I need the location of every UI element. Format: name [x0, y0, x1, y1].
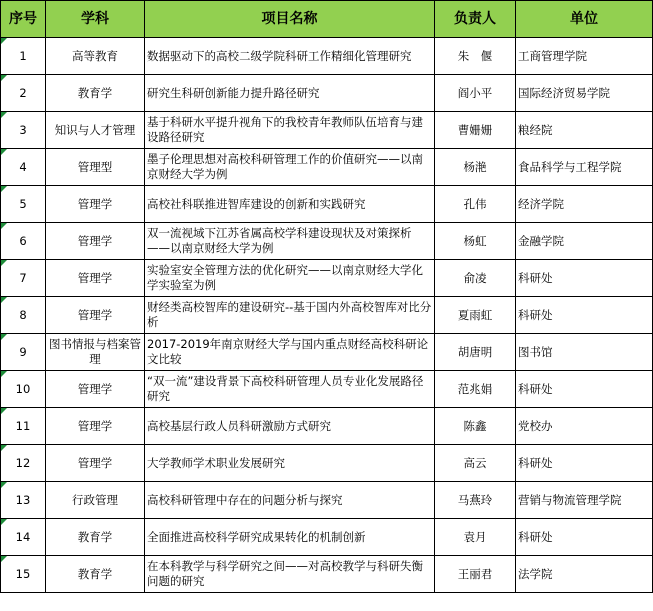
cell-subject: 管理学 — [46, 445, 145, 482]
header-subject: 学科 — [46, 1, 145, 38]
cell-unit: 经济学院 — [516, 186, 653, 223]
cell-project: 2017-2019年南京财经大学与国内重点财经高校科研论文比较 — [145, 334, 435, 371]
header-no: 序号 — [1, 1, 46, 38]
cell-leader: 阎小平 — [435, 75, 516, 112]
cell-subject: 行政管理 — [46, 482, 145, 519]
cell-subject: 教育学 — [46, 519, 145, 556]
table-row — [1, 260, 653, 297]
cell-unit: 粮经院 — [516, 112, 653, 149]
cell-no: 15 — [1, 556, 46, 593]
cell-project: 数据驱动下的高校二级学院科研工作精细化管理研究 — [145, 38, 435, 75]
cell-unit: 科研处 — [516, 297, 653, 334]
cell-unit: 科研处 — [516, 371, 653, 408]
cell-unit: 营销与物流管理学院 — [516, 482, 653, 519]
cell-no: 2 — [1, 75, 46, 112]
cell-unit: 食品科学与工程学院 — [516, 149, 653, 186]
table-row — [1, 297, 653, 334]
cell-project: 研究生科研创新能力提升路径研究 — [145, 75, 435, 112]
cell-unit: 工商管理学院 — [516, 38, 653, 75]
cell-leader: 范兆娟 — [435, 371, 516, 408]
cell-no: 6 — [1, 223, 46, 260]
cell-no: 12 — [1, 445, 46, 482]
cell-leader: 朱 偃 — [435, 38, 516, 75]
cell-unit: 科研处 — [516, 260, 653, 297]
table-row — [1, 112, 653, 149]
cell-subject: 管理学 — [46, 371, 145, 408]
cell-unit: 金融学院 — [516, 223, 653, 260]
cell-no: 7 — [1, 260, 46, 297]
cell-no: 4 — [1, 149, 46, 186]
table-header — [1, 1, 653, 38]
cell-no: 11 — [1, 408, 46, 445]
cell-no: 10 — [1, 371, 46, 408]
cell-leader: 俞凌 — [435, 260, 516, 297]
table-row — [1, 371, 653, 408]
cell-leader: 袁月 — [435, 519, 516, 556]
cell-subject: 管理学 — [46, 223, 145, 260]
cell-project: 高校基层行政人员科研激励方式研究 — [145, 408, 435, 445]
header-row — [1, 1, 653, 38]
cell-project: 全面推进高校科学研究成果转化的机制创新 — [145, 519, 435, 556]
cell-leader: 王丽君 — [435, 556, 516, 593]
cell-project: 双一流视域下江苏省属高校学科建设现状及对策探析——以南京财经大学为例 — [145, 223, 435, 260]
table-row — [1, 186, 653, 223]
cell-subject: 图书情报与档案管理 — [46, 334, 145, 371]
cell-subject: 管理学 — [46, 408, 145, 445]
table-row — [1, 482, 653, 519]
table-row — [1, 334, 653, 371]
table-row — [1, 408, 653, 445]
header-leader: 负责人 — [435, 1, 516, 38]
cell-leader: 杨虹 — [435, 223, 516, 260]
header-unit: 单位 — [516, 1, 653, 38]
cell-no: 13 — [1, 482, 46, 519]
table-row — [1, 75, 653, 112]
cell-leader: 高云 — [435, 445, 516, 482]
cell-subject: 教育学 — [46, 556, 145, 593]
cell-project: 实验室安全管理方法的优化研究——以南京财经大学化学实验室为例 — [145, 260, 435, 297]
cell-unit: 科研处 — [516, 445, 653, 482]
table-row — [1, 519, 653, 556]
cell-project: “双一流”建设背景下高校科研管理人员专业化发展路径研究 — [145, 371, 435, 408]
table-row — [1, 445, 653, 482]
cell-unit: 图书馆 — [516, 334, 653, 371]
cell-leader: 夏雨虹 — [435, 297, 516, 334]
cell-subject: 高等教育 — [46, 38, 145, 75]
cell-subject: 管理学 — [46, 260, 145, 297]
cell-subject: 知识与人才管理 — [46, 112, 145, 149]
table-row — [1, 149, 653, 186]
cell-leader: 胡唐明 — [435, 334, 516, 371]
cell-no: 9 — [1, 334, 46, 371]
cell-leader: 陈鑫 — [435, 408, 516, 445]
cell-subject: 管理型 — [46, 149, 145, 186]
cell-leader: 杨滟 — [435, 149, 516, 186]
table-row — [1, 38, 653, 75]
cell-no: 3 — [1, 112, 46, 149]
cell-project: 高校社科联推进智库建设的创新和实践研究 — [145, 186, 435, 223]
cell-subject: 管理学 — [46, 186, 145, 223]
cell-project: 大学教师学术职业发展研究 — [145, 445, 435, 482]
cell-project: 在本科教学与科学研究之间——对高校教学与科研失衡问题的研究 — [145, 556, 435, 593]
cell-project: 墨子伦理思想对高校科研管理工作的价值研究——以南京财经大学为例 — [145, 149, 435, 186]
table-body — [1, 38, 653, 593]
cell-no: 5 — [1, 186, 46, 223]
cell-subject: 教育学 — [46, 75, 145, 112]
cell-unit: 科研处 — [516, 519, 653, 556]
cell-leader: 马燕玲 — [435, 482, 516, 519]
table-row — [1, 556, 653, 593]
cell-leader: 孔伟 — [435, 186, 516, 223]
table-row — [1, 223, 653, 260]
cell-no: 8 — [1, 297, 46, 334]
cell-no: 14 — [1, 519, 46, 556]
cell-project: 基于科研水平提升视角下的我校青年教师队伍培育与建设路径研究 — [145, 112, 435, 149]
header-project: 项目名称 — [145, 1, 435, 38]
cell-leader: 曹姗姗 — [435, 112, 516, 149]
cell-no: 1 — [1, 38, 46, 75]
cell-unit: 国际经济贸易学院 — [516, 75, 653, 112]
cell-subject: 管理学 — [46, 297, 145, 334]
cell-unit: 党校办 — [516, 408, 653, 445]
cell-project: 高校科研管理中存在的问题分析与探究 — [145, 482, 435, 519]
cell-project: 财经类高校智库的建设研究--基于国内外高校智库对比分析 — [145, 297, 435, 334]
cell-unit: 法学院 — [516, 556, 653, 593]
